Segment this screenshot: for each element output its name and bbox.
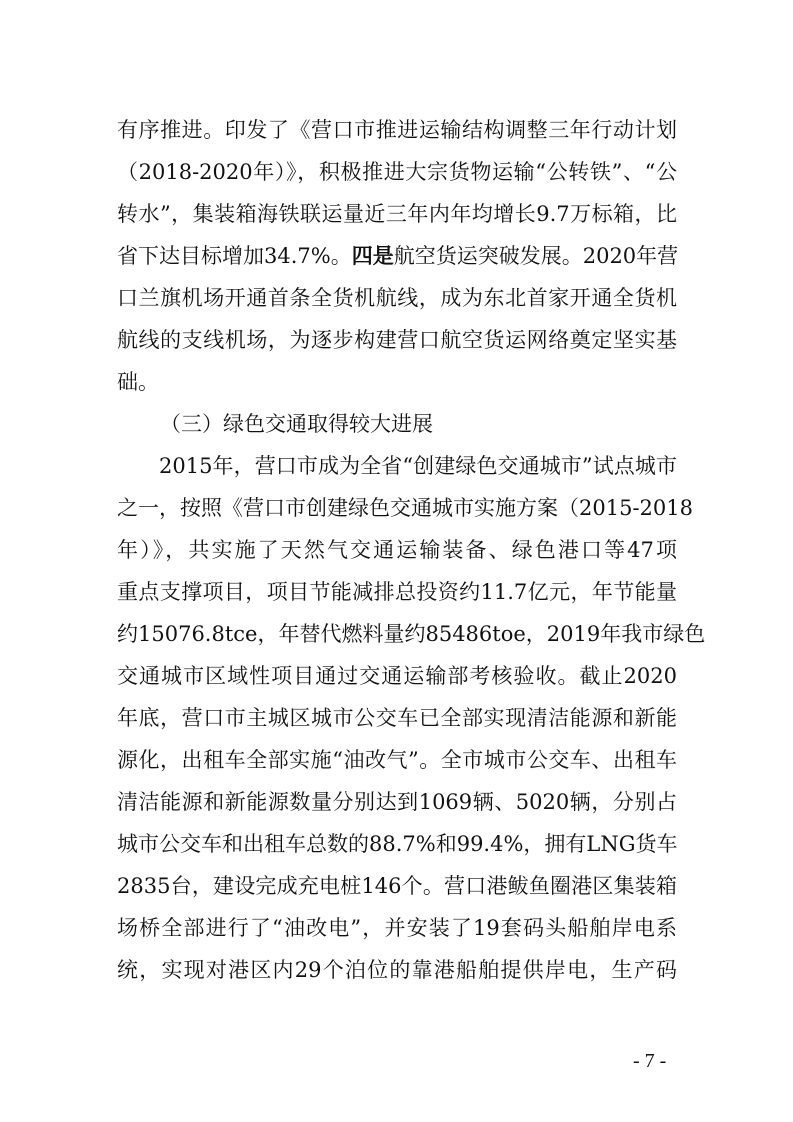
body-text: 航空货运突破发展。2020年营 <box>393 244 679 268</box>
body-line: 约15076.8tce，年替代燃料量约85486toe，2019年我市绿色 <box>117 622 706 646</box>
body-line: （2018-2020年）》，积极推进大宗货物运输“公转铁”、“公 <box>117 160 677 184</box>
emphasis-text: 四是 <box>351 243 394 268</box>
body-line: 口兰旗机场开通首条全货机航线，成为东北首家开通全货机 <box>117 286 677 310</box>
page-number: - 7 - <box>633 1050 667 1072</box>
body-line: 统，实现对港区内29个泊位的靠港船舶提供岸电，生产码 <box>117 958 677 982</box>
body-line: 年）》，共实施了天然气交通运输装备、绿色港口等47项 <box>117 538 677 562</box>
body-line: 航线的支线机场，为逐步构建营口航空货运网络奠定坚实基 <box>117 328 677 352</box>
body-line: 年底，营口市主城区城市公交车已全部实现清洁能源和新能 <box>117 706 677 730</box>
body-line: 交通城市区域性项目通过交通运输部考核验收。截止2020 <box>117 664 677 688</box>
body-line: 城市公交车和出租车总数的88.7%和99.4%，拥有LNG货车 <box>117 832 678 856</box>
body-line: 转水”，集装箱海铁联运量近三年内年均增长9.7万标箱，比 <box>117 202 677 226</box>
body-line: 2015年，营口市成为全省“创建绿色交通城市”试点城市 <box>159 454 677 478</box>
section-heading: （三）绿色交通取得较大进展 <box>160 412 433 436</box>
body-line: 础。 <box>117 370 159 394</box>
body-line <box>117 241 677 271</box>
body-line: 之一，按照《营口市创建绿色交通城市实施方案（2015-2018 <box>117 496 693 520</box>
body-text: 省下达目标增加34.7%。 <box>117 244 352 268</box>
body-line: 有序推进。印发了《营口市推进运输结构调整三年行动计划 <box>117 118 677 142</box>
body-line: 2835台，建设完成充电桩146个。营口港鲅鱼圈港区集装箱 <box>117 874 677 898</box>
body-line: 清洁能源和新能源数量分别达到1069辆、5020辆，分别占 <box>117 790 677 814</box>
body-line: 场桥全部进行了“油改电”，并安装了19套码头船舶岸电系 <box>117 916 677 940</box>
body-line: 重点支撑项目，项目节能减排总投资约11.7亿元，年节能量 <box>117 580 677 604</box>
body-line: 源化，出租车全部实施“油改气”。全市城市公交车、出租车 <box>117 748 677 772</box>
